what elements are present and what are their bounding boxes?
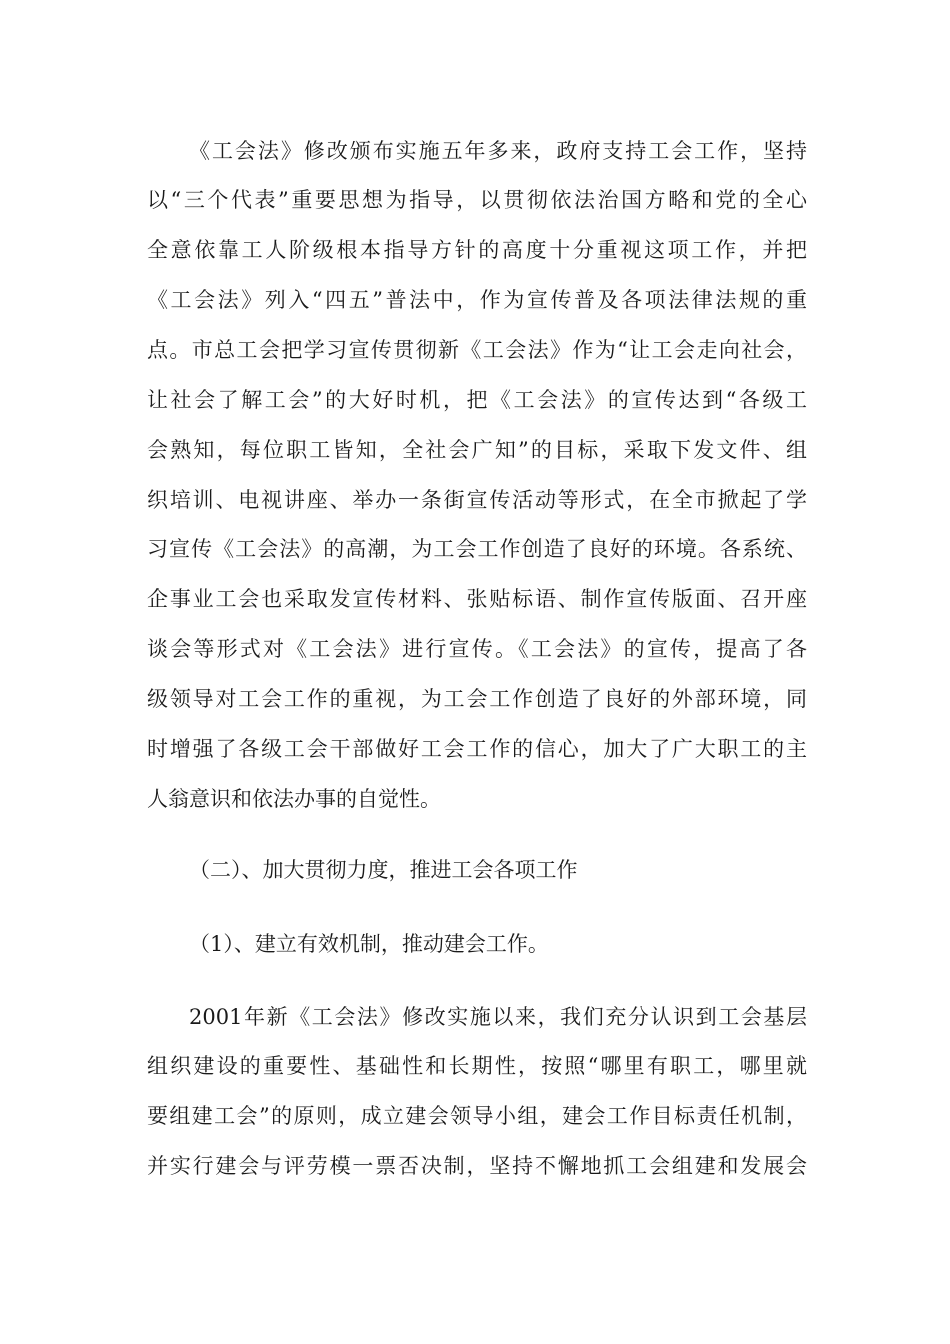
paragraph-1-line-11: 谈会等形式对《工会法》进行宣传。《工会法》的宣传，提高了各: [147, 637, 807, 661]
paragraph-1-line-2: 以“三个代表”重要思想为指导，以贯彻依法治国方略和党的全心: [147, 188, 807, 212]
paragraph-1-line-7: 会熟知，每位职工皆知，全社会广知”的目标，采取下发文件、组: [147, 438, 807, 462]
paragraph-1-line-8: 织培训、电视讲座、举办一条街宣传活动等形式，在全市掀起了学: [147, 488, 807, 512]
paragraph-1-line-14: 人翁意识和依法办事的自觉性。: [147, 787, 441, 811]
paragraph-1-line-6: 让社会了解工会”的大好时机，把《工会法》的宣传达到“各级工: [147, 388, 807, 412]
paragraph-1-line-9: 习宣传《工会法》的高潮，为工会工作创造了良好的环境。各系统、: [147, 537, 807, 561]
paragraph-1-line-3: 全意依靠工人阶级根本指导方针的高度十分重视这项工作，并把: [147, 238, 807, 262]
paragraph-2-line-3: 要组建工会”的原则，成立建会领导小组，建会工作目标责任机制，: [147, 1104, 807, 1128]
paragraph-2-line-4: 并实行建会与评劳模一票否决制，坚持不懈地抓工会组建和发展会: [147, 1154, 807, 1178]
paragraph-1-line-1: 《工会法》修改颁布实施五年多来，政府支持工会工作，坚持: [189, 139, 807, 163]
subsection-heading: （1）、建立有效机制，推动建会工作。: [189, 932, 549, 956]
paragraph-1-line-13: 时增强了各级工会干部做好工会工作的信心，加大了广大职工的主: [147, 737, 807, 761]
paragraph-2-line-1: 2001年新《工会法》修改实施以来，我们充分认识到工会基层: [189, 1005, 807, 1029]
paragraph-1-line-5: 点。市总工会把学习宣传贯彻新《工会法》作为“让工会走向社会，: [147, 338, 807, 362]
paragraph-1-line-4: 《工会法》列入“四五”普法中，作为宣传普及各项法律法规的重: [147, 288, 807, 312]
paragraph-1-line-12: 级领导对工会工作的重视，为工会工作创造了良好的外部环境，同: [147, 687, 807, 711]
paragraph-1-line-10: 企事业工会也采取发宣传材料、张贴标语、制作宣传版面、召开座: [147, 587, 807, 611]
paragraph-2-line-2: 组织建设的重要性、基础性和长期性，按照“哪里有职工，哪里就: [147, 1054, 807, 1078]
section-heading: （二）、加大贯彻力度，推进工会各项工作: [189, 858, 578, 882]
